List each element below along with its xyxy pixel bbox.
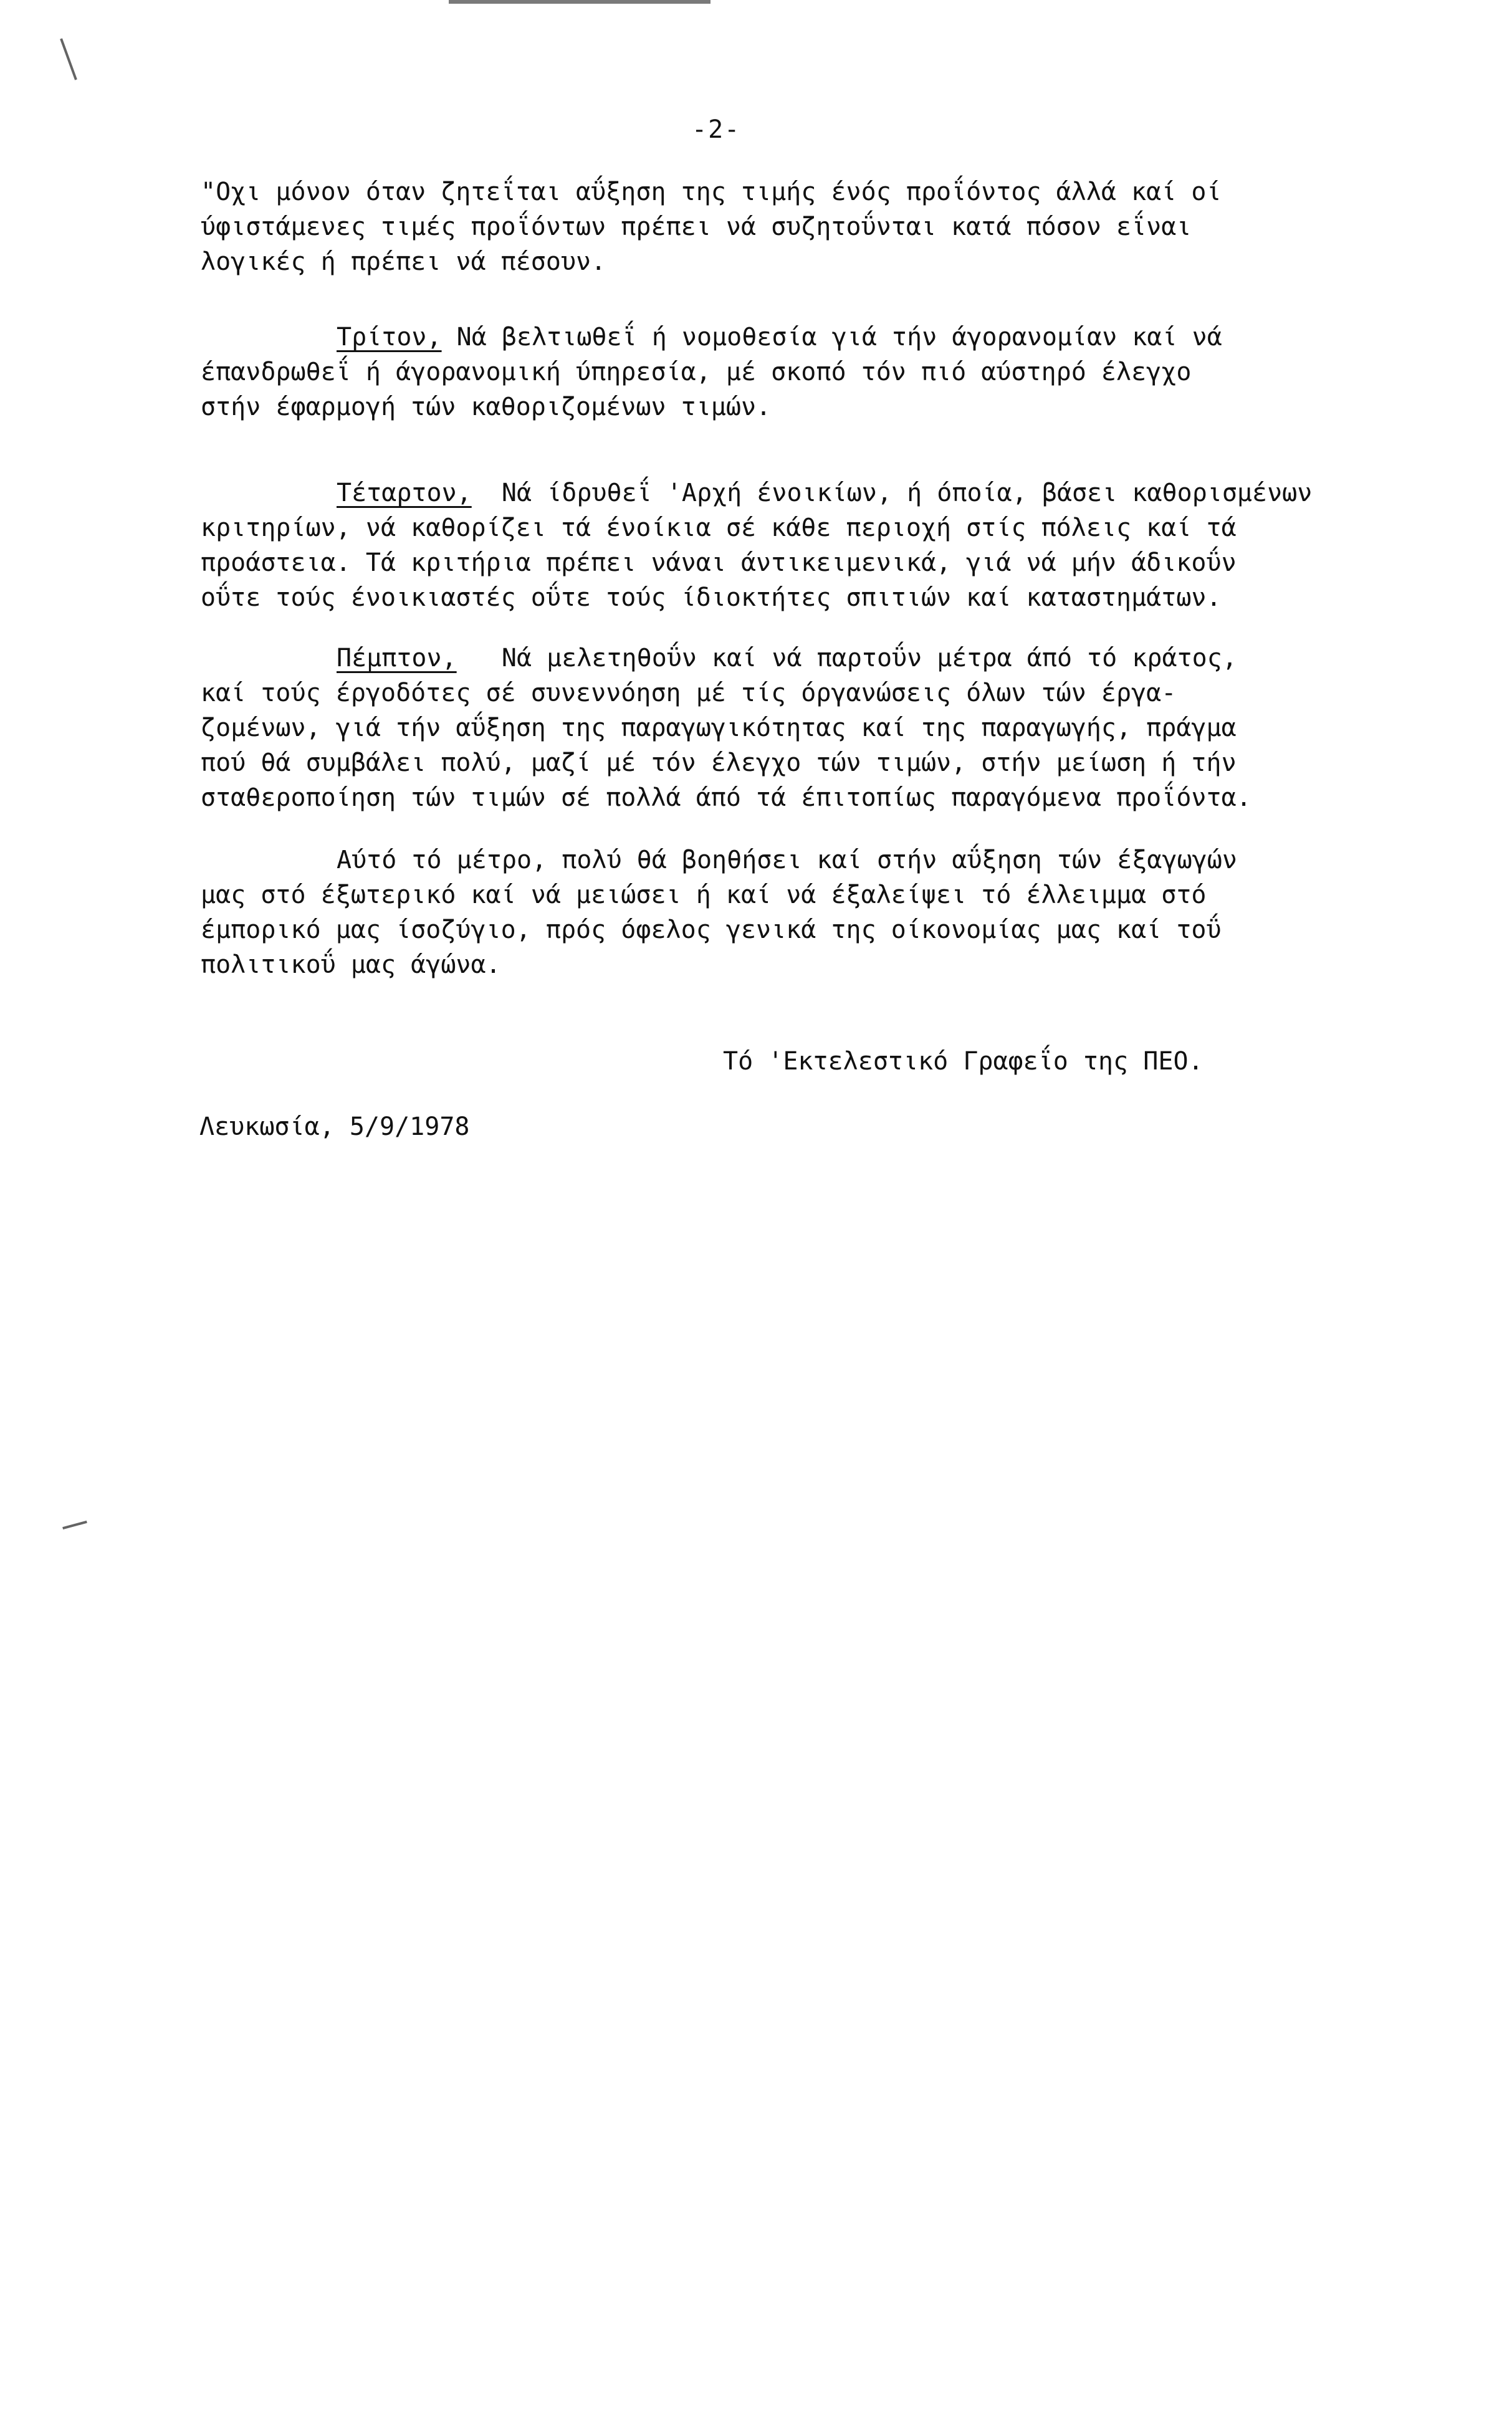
paragraph-4-line-3: ζομένων, γιά τήν αΰξηση της παραγωγικότητας καί της παραγωγής, πράγμα [201,714,1237,742]
paragraph-4-line-4: πού θά συμβάλει πολύ, μαζί μέ τόν έλεγχο τών τιμών, στήν μείωση ή τήν [201,748,1237,777]
paragraph-4-lead: Πέμπτον, [337,644,457,672]
paragraph-1-line-1: "Οχι μόνον όταν ζητεΐται αΰξηση της τιμής ένός προΐόντος άλλά καί οί [201,178,1222,206]
paragraph-3-line-2: κριτηρίων, νά καθορίζει τά ένοίκια σέ κάθε περιοχή στίς πόλεις καί τά [201,514,1237,542]
dateline: Λευκωσία, 5/9/1978 [199,1112,470,1141]
paragraph-4-line-1: Νά μελετηθοΰν καί νά παρτοΰν μέτρα άπό τό κράτος, [456,644,1237,672]
paragraph-2-line-3: στήν έφαρμογή τών καθοριζομένων τιμών. [201,393,772,421]
paragraph-4-line-2: καί τούς έργοδότες σέ συνεννόηση μέ τίς όργανώσεις όλων τών έργα- [201,679,1177,707]
paragraph-4-line-5: σταθεροποίηση τών τιμών σέ πολλά άπό τά έπιτοπίως παραγόμενα προΐόντα. [201,783,1251,812]
paragraph-2-line-1: Νά βελτιωθεΐ ή νομοθεσία γιά τήν άγορανομίαν καί νά [441,323,1222,351]
paragraph-3-lead: Τέταρτον, [337,479,472,507]
paragraph-5-line-3: έμπορικό μας ίσοζύγιο, πρός όφελος γενικά της οίκονομίας μας καί τοΰ [201,916,1222,944]
scan-mark-left-top [60,38,77,80]
paragraph-3-first-line [337,477,1312,509]
page-number: -2- [692,115,741,144]
paragraph-5-line-4: πολιτικοΰ μας άγώνα. [201,950,501,979]
paragraph-4-first-line [337,642,1237,674]
scan-mark-left-mid [62,1521,87,1529]
paragraph-5-line-2: μας στό έξωτερικό καί νά μειώσει ή καί νά έξαλείψει τό έλλειμμα στό [201,881,1207,909]
paragraph-3-line-1: Νά ίδρυθεΐ 'Αρχή ένοικίων, ή όποία, βάσει καθορισμένων [471,479,1313,507]
signature: Τό 'Εκτελεστικό Γραφεΐο της ΠΕΟ. [723,1047,1203,1076]
scan-mark-top [449,0,711,4]
paragraph-1-line-3: λογικές ή πρέπει νά πέσουν. [201,247,606,276]
paragraph-5-line-1: Αύτό τό μέτρο, πολύ θά βοηθήσει καί στήν αΰξηση τών έξαγωγών [337,846,1237,874]
paragraph-3-line-4: οΰτε τούς ένοικιαστές οΰτε τούς ίδιοκτήτες σπιτιών καί καταστημάτων. [201,583,1222,612]
paragraph-2-lead: Τρίτον, [337,323,442,351]
paragraph-1-line-2: ύφιστάμενες τιμές προΐόντων πρέπει νά συζητοΰνται κατά πόσον εΐναι [201,213,1192,241]
paragraph-2-line-2: έπανδρωθεΐ ή άγορανομική ύπηρεσία, μέ σκοπό τόν πιό αύστηρό έλεγχο [201,358,1192,386]
paragraph-2-first-line [337,321,1222,353]
paragraph-3-line-3: προάστεια. Τά κριτήρια πρέπει νάναι άντικειμενικά, γιά νά μήν άδικοΰν [201,548,1237,577]
